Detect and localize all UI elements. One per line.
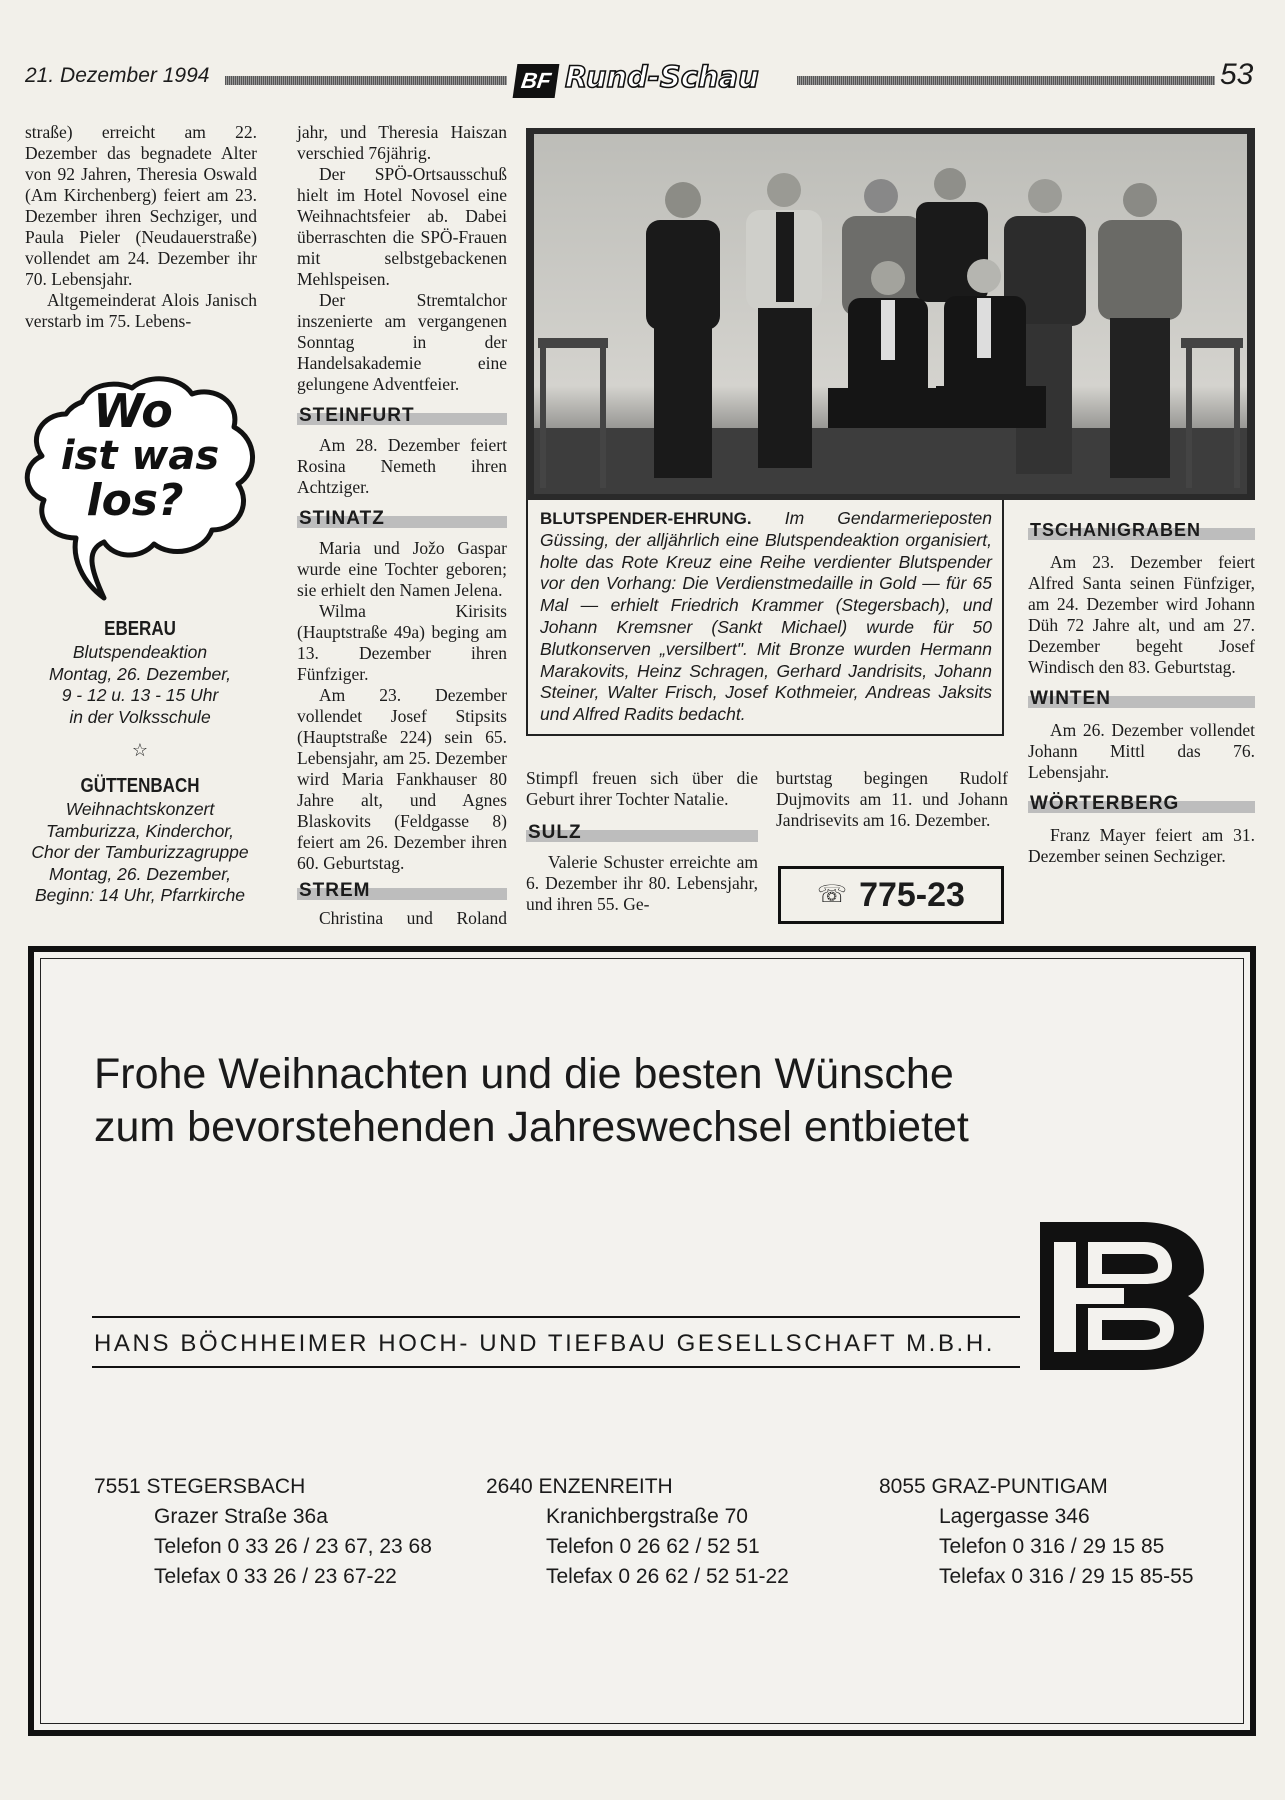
- bubble-line: Wo: [93, 384, 173, 438]
- page-number: 53: [1220, 58, 1254, 91]
- company-rule-top: [92, 1316, 1020, 1318]
- article-paragraph: Der Stremtalchor inszenierte am vergangenen Sonntag in der Handelsakademie eine gelungene Adventfeier.: [297, 290, 507, 394]
- section-heading-tschanigraben: [1028, 520, 1255, 544]
- office-block: [486, 1472, 789, 1592]
- event-line: Chor der Tamburizzagruppe: [31, 842, 249, 862]
- section-heading-stinatz: [297, 508, 507, 532]
- office-city: 7551 STEGERSBACH: [94, 1475, 306, 1498]
- article-paragraph: Wilma Kirisits (Hauptstraße 49a) beging am 13. Dezember ihren Fünfziger.: [297, 601, 507, 684]
- rundschau-logo: Rund-Schau: [565, 60, 759, 94]
- company-rule-bottom: [92, 1366, 1020, 1368]
- hb-logo: [1040, 1222, 1204, 1370]
- bubble-line: ist was: [60, 433, 220, 479]
- caption-text: Im Gendarmerieposten Güssing, der alljährlich eine Blutspendeaktion organisiert, holte das Rote Kreuz eine Reihe verdienter Blutspender vor den Vorhang: Die Verdienstmedaille in Gold — für 65 Mal — erhielt Friedrich Krammer (Stegersbach), und Johann Kremsner (Sankt Michael) wurde für 50 Blutkonserven „versilbert". Mit Bronze wurden Hermann Marakovits, Heinz Schragen, Gerhard Jandrisits, Johann Steiner, Walter Frisch, Josef Kothmeier, Andreas Jaksits und Alfred Radits bedacht.: [540, 508, 992, 725]
- section-heading-text: STINATZ: [299, 508, 385, 529]
- column-1-text: [25, 122, 257, 332]
- office-city: 2640 ENZENREITH: [486, 1475, 673, 1498]
- article-paragraph: Franz Mayer feiert am 31. Dezember seinen Sechziger.: [1028, 825, 1255, 866]
- section-heading-text: TSCHANIGRABEN: [1030, 520, 1202, 540]
- office-block: [94, 1472, 432, 1592]
- column-5-text: [1028, 520, 1255, 867]
- office-block: [879, 1472, 1194, 1592]
- article-paragraph: Am 26. Dezember vollendet Johann Mittl das 76. Lebensjahr.: [1028, 720, 1255, 782]
- section-heading-text: STREM: [299, 880, 371, 901]
- event-line: Tamburizza, Kinderchor,: [45, 820, 235, 841]
- event-line: Beginn: 14 Uhr, Pfarrkirche: [34, 885, 246, 905]
- star-separator: ☆: [131, 740, 149, 760]
- office-street: Kranichbergstraße 70: [546, 1505, 748, 1528]
- event-line: Montag, 26. Dezember,: [49, 663, 231, 684]
- caption-heading: BLUTSPENDER-EHRUNG.: [540, 509, 752, 528]
- section-heading-strem: [297, 880, 507, 904]
- column-3-text: [526, 768, 758, 915]
- event-line: in der Volksschule: [69, 706, 211, 727]
- header-rule-left: [225, 76, 507, 85]
- article-paragraph: Stimpfl freuen sich über die Geburt ihrer Tochter Natalie.: [526, 768, 758, 809]
- bubble-line: los?: [86, 475, 184, 526]
- article-paragraph: Christina und Roland: [319, 908, 507, 928]
- page-header: [25, 58, 1255, 102]
- ad-greeting: [94, 1048, 969, 1154]
- event-line: 9 - 12 u. 13 - 15 Uhr: [61, 685, 219, 705]
- office-fax: Telefax 0 26 62 / 52 51-22: [546, 1565, 789, 1588]
- office-phone: Telefon 0 316 / 29 15 85: [939, 1535, 1165, 1558]
- bf-logo-text: BF: [519, 68, 553, 93]
- office-phone: Telefon 0 26 62 / 52 51: [546, 1535, 760, 1558]
- event-details: [20, 799, 260, 907]
- section-heading-text: STEINFURT: [299, 405, 415, 426]
- article-paragraph: straße) erreicht am 22. Dezember das begnadete Alter von 92 Jahren, Theresia Oswald (Am Kirchenberg) feiert am 23. Dezember ihren Sechziger, und Paula Pieler (Neudauerstraße) vollendet am 24. Dezember ihr 70. Lebensjahr.: [25, 122, 257, 289]
- company-name: HANS BÖCHHEIMER HOCH- UND TIEFBAU GESELLSCHAFT M.B.H.: [94, 1330, 996, 1357]
- section-heading-text: WINTEN: [1030, 688, 1111, 709]
- article-paragraph: Altgemeinderat Alois Janisch verstarb im 75. Lebens-: [25, 290, 257, 331]
- article-paragraph: burtstag begingen Rudolf Dujmovits am 11. und Johann Jandrisevits am 16. Dezember.: [776, 768, 1008, 830]
- greeting-line: Frohe Weihnachten und die besten Wünsche: [94, 1050, 954, 1098]
- event-details: [20, 642, 260, 728]
- article-paragraph: Am 23. Dezember feiert Alfred Santa seinen Fünfziger, am 24. Dezember wird Johann Düh 72 Jahre alt, und am 27. Dezember begeht Josef Windisch den 83. Geburtstag.: [1028, 552, 1255, 677]
- article-paragraph: Valerie Schuster erreichte am 6. Dezember ihr 80. Lebensjahr, und ihren 55. Ge-: [526, 852, 758, 914]
- article-paragraph: jahr, und Theresia Haiszan verschied 76jährig.: [297, 122, 507, 163]
- section-heading-woerterberg: [1028, 793, 1255, 817]
- bf-logo: [513, 64, 560, 98]
- photo-illustration: [526, 128, 1255, 500]
- section-heading-steinfurt: [297, 405, 507, 429]
- article-paragraph: Maria und Jožo Gaspar wurde eine Tochter geboren; sie erhielt den Namen Jelena.: [297, 538, 507, 600]
- event-line: Blutspendeaktion: [72, 642, 208, 662]
- section-heading-winten: [1028, 688, 1255, 712]
- office-street: Grazer Straße 36a: [154, 1505, 328, 1528]
- office-fax: Telefax 0 316 / 29 15 85-55: [939, 1565, 1194, 1588]
- phone-box: [778, 866, 1004, 924]
- event-line: Weihnachtskonzert: [65, 799, 215, 819]
- event-title: GÜTTENBACH: [80, 775, 200, 797]
- article-paragraph: Am 23. Dezember vollendet Josef Stipsits (Hauptstraße 224) sein 65. Lebensjahr, am 25. Dezember wird Maria Fankhauser 80 Jahre alt, und Agnes Blaskovits (Feldgasse 8) feiert am 26. Dezember ihren 60. Geburtstag.: [297, 685, 507, 873]
- article-paragraph: Am 28. Dezember feiert Rosina Nemeth ihren Achtziger.: [297, 435, 507, 497]
- bubble-text: [40, 384, 240, 526]
- office-phone: Telefon 0 33 26 / 23 67, 23 68: [154, 1535, 432, 1558]
- group-photo: [526, 128, 1255, 500]
- article-paragraph: Der SPÖ-Ortsausschuß hielt im Hotel Novosel eine Weihnachtsfeier ab. Dabei überraschten die SPÖ-Frauen mit selbstgebackenen Mehlspeisen.: [297, 164, 507, 289]
- office-street: Lagergasse 346: [939, 1505, 1090, 1528]
- office-fax: Telefax 0 33 26 / 23 67-22: [154, 1565, 397, 1588]
- section-heading-text: WÖRTERBERG: [1030, 793, 1180, 814]
- section-heading-text: SULZ: [528, 822, 582, 843]
- section-heading-sulz: [526, 822, 758, 846]
- column-2-text: [297, 122, 507, 929]
- event-title: EBERAU: [104, 618, 176, 640]
- advertisement: [28, 946, 1256, 1736]
- office-city: 8055 GRAZ-PUNTIGAM: [879, 1475, 1108, 1498]
- greeting-line: zum bevorstehenden Jahreswechsel entbietet: [94, 1103, 969, 1151]
- event-list: [20, 616, 260, 907]
- issue-date: 21. Dezember 1994: [25, 64, 210, 87]
- photo-caption: [526, 500, 1004, 736]
- column-4-text: [776, 768, 1008, 831]
- telephone-icon: ☏: [817, 882, 848, 908]
- event-line: Montag, 26. Dezember,: [49, 863, 231, 884]
- header-rule-right: [797, 76, 1215, 85]
- phone-number: 775-23: [859, 875, 965, 914]
